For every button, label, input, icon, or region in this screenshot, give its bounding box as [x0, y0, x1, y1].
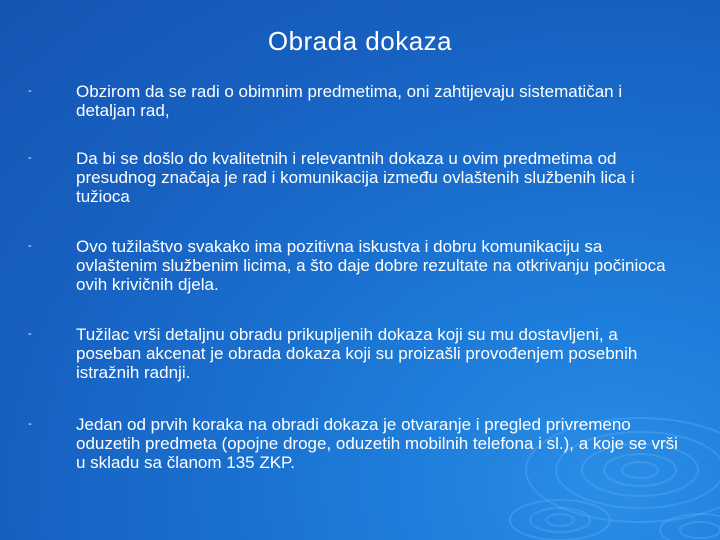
- bullet-marker: -: [28, 152, 32, 164]
- bullet-text: Tužilac vrši detaljnu obradu prikupljenih dokaza koji su mu dostavljeni, a poseban akcenat je obrada dokaza koji su proizašli provođenjem posebnih istražnih radnji.: [76, 325, 638, 382]
- bullet-item: [28, 149, 678, 206]
- bullet-marker: -: [28, 328, 32, 340]
- bullet-marker: -: [28, 418, 32, 430]
- bullet-item: [28, 237, 678, 294]
- bullet-marker: -: [28, 240, 32, 252]
- bullet-text: Ovo tužilaštvo svakako ima pozitivna iskustva i dobru komunikaciju sa ovlaštenim službenim licima, a što daje dobre rezultate na otkrivanju počinioca ovih krivičnih djela.: [76, 237, 666, 294]
- bullet-list: [28, 82, 678, 472]
- bullet-text: Jedan od prvih koraka na obradi dokaza je otvaranje i pregled privremeno oduzetih predmeta (opojne droge, oduzetih mobilnih telefona i sl.), a koje se vrši u skladu sa članom 135 ZKP.: [76, 415, 678, 472]
- bullet-item: [28, 82, 678, 120]
- bullet-item: [28, 415, 678, 472]
- bullet-marker: -: [28, 85, 32, 97]
- slide-title: Obrada dokaza: [267, 26, 453, 56]
- bullet-text: Da bi se došlo do kvalitetnih i relevantnih dokaza u ovim predmetima od presudnog značaja je rad i komunikacija između ovlaštenih službenih lica i tužioca: [76, 149, 635, 206]
- bullet-item: [28, 325, 678, 382]
- bullet-text: Obzirom da se radi o obimnim predmetima, oni zahtijevaju sistematičan i detaljan rad,: [76, 82, 623, 120]
